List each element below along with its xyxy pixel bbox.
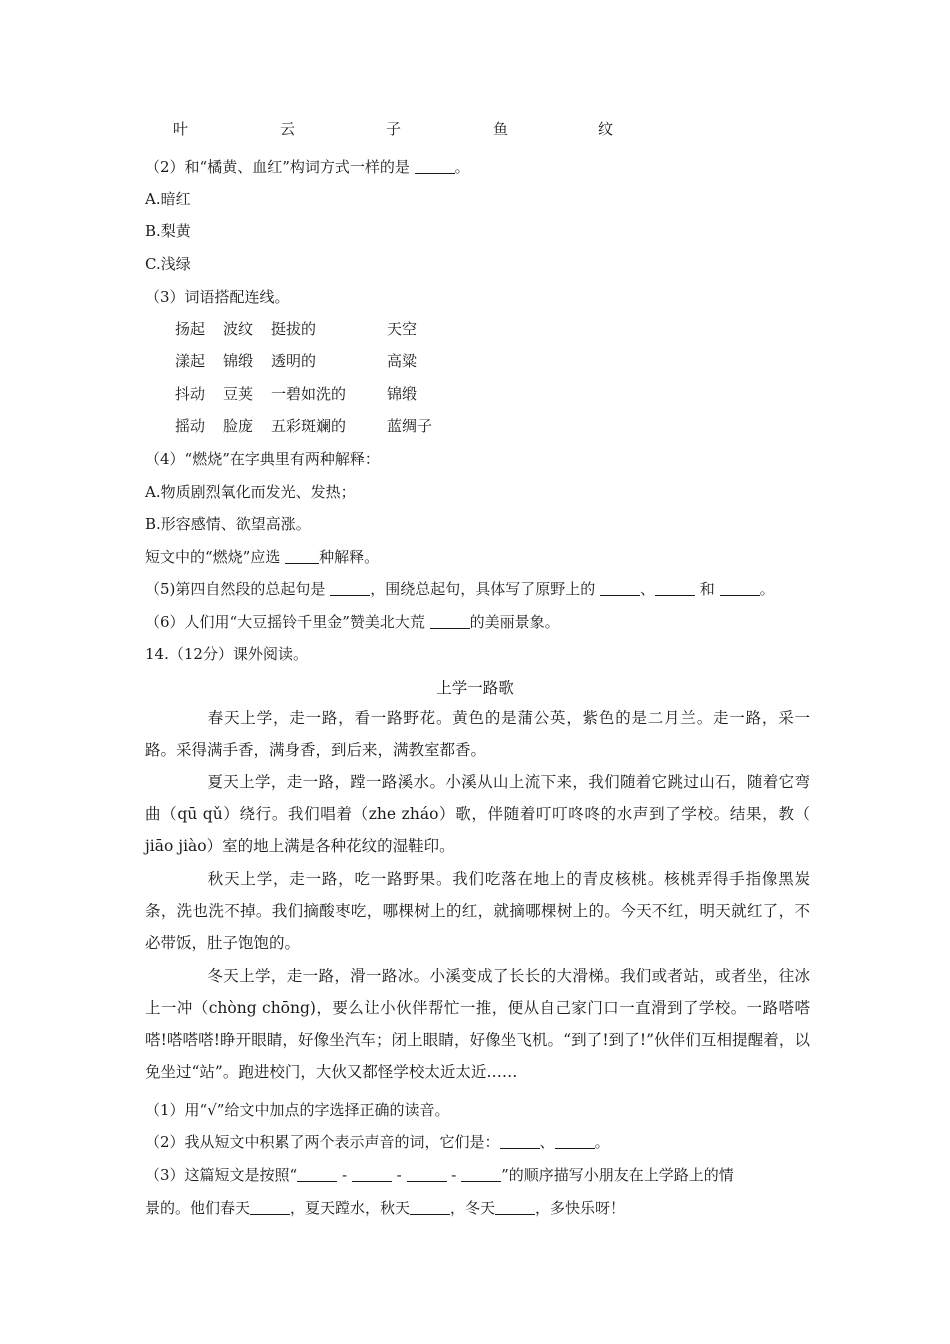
match-word: 锦缎 (223, 352, 254, 370)
answer-blank[interactable] (461, 1166, 501, 1182)
match-word: 锦缎 (387, 385, 418, 403)
question-text: （6）人们用“大豆摇铃千里金”赞美北大荒 (145, 613, 425, 631)
char-row (0, 118, 950, 140)
char-item: 云 (280, 120, 296, 138)
match-word: 一碧如洗的 (271, 385, 347, 403)
sub-question-3-cont (145, 1197, 625, 1218)
match-word: 摇动 (175, 417, 206, 435)
passage-paragraph (145, 863, 810, 959)
char-item: 子 (386, 120, 402, 138)
sub-question-3 (145, 1164, 734, 1185)
question-4-ask (145, 546, 379, 567)
option-a: A.物质剧烈氧化而发光、发热； (145, 483, 356, 501)
match-word: 漾起 (175, 352, 206, 370)
match-word: 波纹 (223, 320, 254, 338)
question-2 (145, 156, 470, 177)
question-text: （5)第四自然段的总起句是 (145, 580, 326, 598)
dash: - (342, 1166, 348, 1184)
question-text: 种解释。 (319, 548, 380, 566)
question-text: ，夏天蹚水，秋天 (290, 1199, 411, 1217)
passage-paragraph (145, 766, 810, 862)
char-item: 鱼 (493, 120, 509, 138)
question-text: ，多快乐呀！ (535, 1199, 626, 1217)
match-word: 五彩斑斓的 (271, 417, 347, 435)
match-word: 抖动 (175, 385, 206, 403)
question-6 (145, 611, 560, 632)
question-text: 。 (759, 580, 775, 598)
answer-blank[interactable] (297, 1166, 337, 1182)
answer-blank[interactable] (285, 548, 319, 564)
option-c: C.浅绿 (145, 255, 191, 273)
answer-blank[interactable] (655, 580, 695, 596)
match-word: 蓝绸子 (387, 417, 433, 435)
match-word: 脸庞 (223, 417, 254, 435)
char-item: 叶 (173, 120, 189, 138)
question-text: ”的顺序描写小朋友在上学路上的情 (501, 1166, 734, 1184)
question-text: （2）我从短文中积累了两个表示声音的词，它们是： (145, 1133, 500, 1151)
match-word: 挺拔的 (271, 320, 317, 338)
match-word: 扬起 (175, 320, 206, 338)
match-word: 天空 (387, 320, 418, 338)
question-text: 短文中的“燃烧”应选 (145, 548, 281, 566)
paragraph-text: 秋天上学，走一路，吃一路野果。我们吃落在地上的青皮核桃。核桃弄得手指像黑炭条，洗也洗不掉。我们摘酸枣吃，哪棵树上的红，就摘哪棵树上的。今天不红，明天就红了，不必带饭，肚子饱饱的。 (145, 870, 810, 952)
answer-blank[interactable] (407, 1166, 447, 1182)
answer-blank[interactable] (495, 1199, 535, 1215)
option-b: B.梨黄 (145, 222, 191, 240)
match-word: 豆荚 (223, 385, 254, 403)
question-text: 。 (594, 1133, 610, 1151)
question-14: 14.（12分）课外阅读。 (145, 645, 308, 663)
question-4: （4）“燃烧”在字典里有两种解释： (145, 450, 380, 468)
question-5 (145, 578, 775, 599)
paragraph-text: 夏天上学，走一路，蹚一路溪水。小溪从山上流下来，我们随着它跳过山石，随着它弯曲（qū qǔ）绕行。我们唱着（zhe zháo）歌，伴随着叮叮咚咚的水声到了学校。结果，教（ jiāo jiào）室的地上满是各种花纹的湿鞋印。 (145, 773, 810, 855)
question-text: 的美丽景象。 (469, 613, 560, 631)
match-word: 透明的 (271, 352, 317, 370)
question-text: 景的。他们春天 (145, 1199, 251, 1217)
match-word: 高粱 (387, 352, 418, 370)
answer-blank[interactable] (415, 158, 455, 174)
paragraph-text: 春天上学，走一路，看一路野花。黄色的是蒲公英，紫色的是二月兰。走一路，采一路。采得满手香，满身香，到后来，满教室都香。 (145, 709, 810, 759)
question-text: 、 (639, 580, 655, 598)
option-b: B.形容感情、欲望高涨。 (145, 515, 311, 533)
question-text: 。 (454, 158, 470, 176)
question-text: 、 (539, 1133, 555, 1151)
question-text: （2）和“橘黄、血红”构词方式一样的是 (145, 158, 410, 176)
passage-paragraph (145, 960, 810, 1088)
answer-blank[interactable] (352, 1166, 392, 1182)
passage-paragraph (145, 702, 810, 766)
question-text: ，冬天 (450, 1199, 496, 1217)
answer-blank[interactable] (410, 1199, 450, 1215)
answer-blank[interactable] (500, 1133, 540, 1149)
answer-blank[interactable] (720, 580, 760, 596)
sub-question-2 (145, 1131, 610, 1152)
dash: - (451, 1166, 457, 1184)
answer-blank[interactable] (330, 580, 370, 596)
passage-title: 上学一路歌 (436, 679, 514, 697)
question-text: 和 (699, 580, 715, 598)
answer-blank[interactable] (555, 1133, 595, 1149)
option-a: A.暗红 (145, 190, 191, 208)
paragraph-text: 冬天上学，走一路，滑一路冰。小溪变成了长长的大滑梯。我们或者站，或者坐，往冰上一冲（chòng chōng)，要么让小伙伴帮忙一推，便从自己家门口一直滑到了学校。一路嗒嗒嗒!嗒嗒嗒!睁开眼睛，好像坐汽车；闭上眼睛，好像坐飞机。“到了!到了!”伙伴们互相提醒着，以免坐过“站”。跑进校门，大伙又都怪学校太近太近…… (145, 967, 810, 1081)
answer-blank[interactable] (600, 580, 640, 596)
question-text: ，围绕总起句，具体写了原野上的 (370, 580, 596, 598)
answer-blank[interactable] (430, 613, 470, 629)
sub-question-1: （1）用“√”给文中加点的字选择正确的读音。 (145, 1101, 450, 1119)
question-text: （3）这篇短文是按照“ (145, 1166, 298, 1184)
dash: - (396, 1166, 402, 1184)
question-3: （3）词语搭配连线。 (145, 288, 290, 306)
char-item: 纹 (598, 120, 614, 138)
answer-blank[interactable] (250, 1199, 290, 1215)
